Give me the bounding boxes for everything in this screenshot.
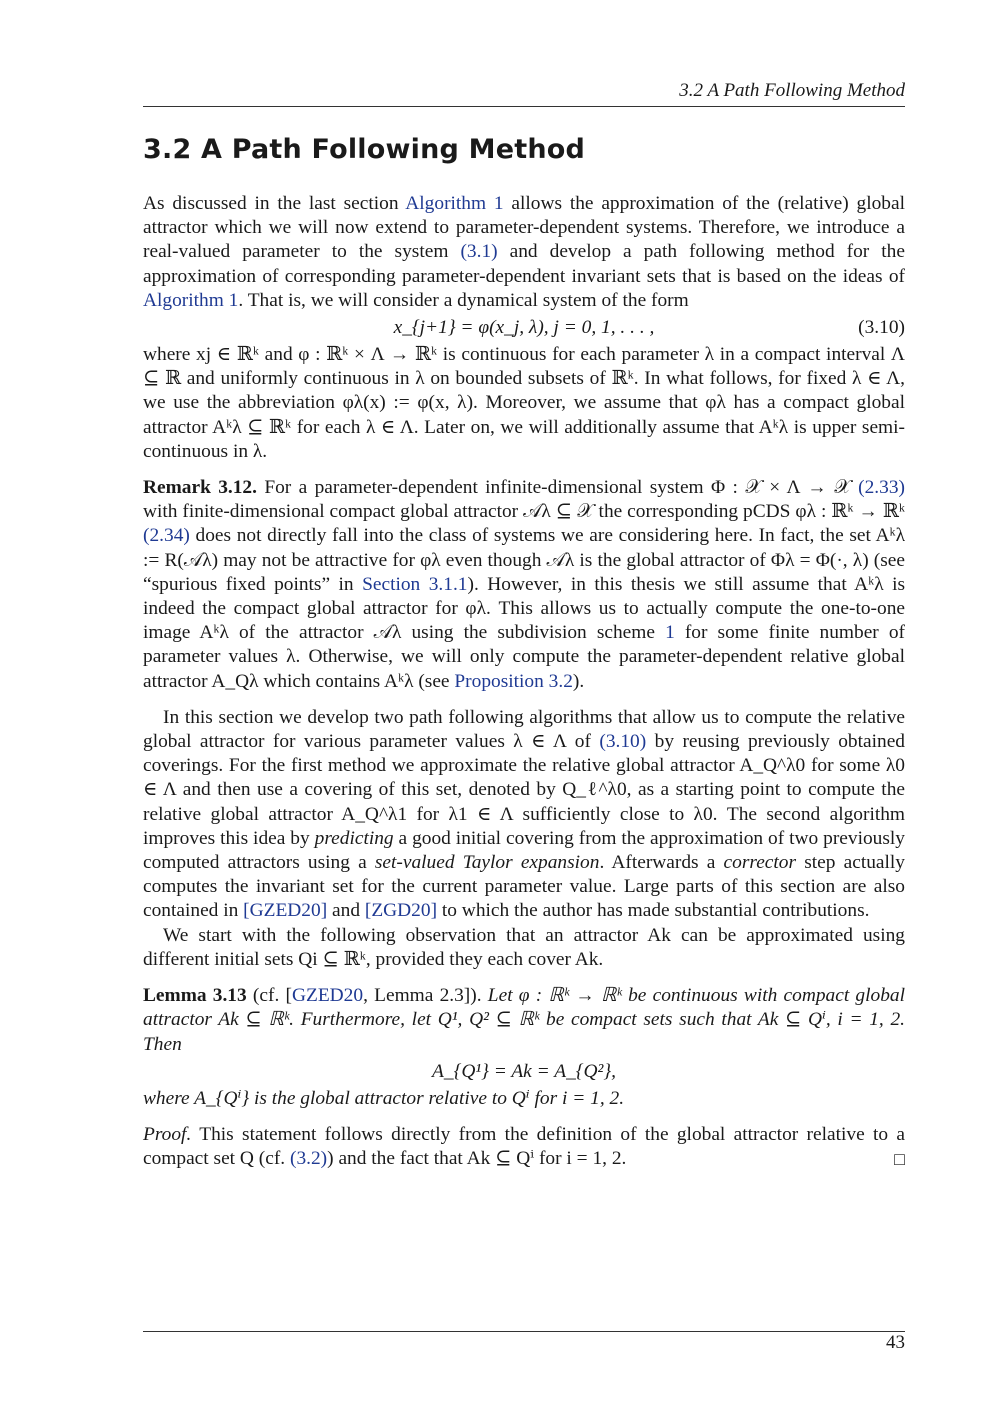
body-text (143, 192, 905, 1171)
remark-label: Remark 3.12. (143, 477, 257, 499)
link-gzed20-lemma[interactable]: GZED20 (291, 985, 364, 1007)
text-run: and develop a path following method for the approximation of corresponding parameter-dependent invariant sets that is based on the ideas of (143, 241, 905, 287)
text-run: ). However, in this thesis we still assume that Aᵏλ is indeed the compact global attractor for φλ. This allows us to actually compute the one-to-one image Aᵏλ of the attractor 𝒜λ using the subdivision scheme (143, 573, 906, 644)
link-eq-3-10[interactable]: (3.10) (599, 731, 647, 753)
text-run: by reusing previously obtained coverings. For the first method we approximate the relative global attractor A_Q^λ0 for some λ0 ∈ Λ and then use a covering of this set, denoted by Q_ℓ^λ0, as a starting point to compute the relative global attractor A_Q^λ1 for λ1 ∈ Λ sufficiently close to λ0. The second algorithm improves this idea by (143, 731, 905, 849)
link-eq-2-33[interactable]: (2.33) (858, 477, 905, 499)
text-run: . Afterwards a (599, 852, 724, 874)
link-gzed20[interactable]: [GZED20] (243, 900, 328, 922)
text-run: for some finite number of parameter values λ. Otherwise, we will only compute the parameter-dependent relative global attractor A_Qλ which contains Aᵏλ (see (143, 622, 905, 692)
proof (143, 1123, 905, 1171)
link-eq-2-34[interactable]: (2.34) (143, 525, 190, 547)
link-eq-3-2[interactable]: (3.2) (289, 1148, 328, 1170)
text-run: For a parameter-dependent infinite-dimensional system Φ : 𝒳 × Λ → 𝒳 (256, 477, 859, 499)
paragraph-methods (143, 706, 905, 924)
paragraph-intro (143, 192, 905, 313)
proof-label: Proof. (143, 1123, 192, 1145)
link-section-3-1-1[interactable]: Section 3.1.1 (362, 573, 468, 595)
qed-symbol: □ (894, 1149, 905, 1170)
page-number: 43 (886, 1332, 905, 1353)
link-algorithm-1b[interactable]: Algorithm 1 (143, 289, 239, 311)
text-run: (cf. [ (246, 985, 292, 1007)
equation-number: (3.10) (858, 317, 905, 339)
text-emphasis: set-valued Taylor expansion (374, 852, 600, 874)
header-rule (143, 106, 905, 107)
text-run: ). (572, 670, 585, 692)
text-run: with finite-dimensional compact global attractor 𝒜λ ⊆ 𝒳 the corresponding pCDS φλ : ℝᵏ → ℝᵏ (143, 501, 905, 523)
footer-rule (143, 1331, 905, 1332)
text-run: allows the approximation of the (relative) global attractor which we will now extend to parameter-dependent systems. Therefore, we introduce a real-valued parameter to the system (143, 193, 905, 263)
text-run: , Lemma 2.3]). (363, 985, 488, 1007)
text-run: step actually computes the invariant set for the current parameter value. Large parts of this section are also contained in (143, 852, 905, 922)
equation-3-10 (143, 313, 905, 343)
text-emphasis: predicting (314, 827, 394, 849)
link-zgd20[interactable]: [ZGD20] (364, 900, 438, 922)
link-scheme-1[interactable]: 1 (665, 622, 675, 644)
paragraph-definitions: where xj ∈ ℝᵏ and φ : ℝᵏ × Λ → ℝᵏ is continuous for each parameter λ in a compact interval Λ ⊆ ℝ and uniformly continuous in λ on bounded subsets of ℝᵏ. In what follows, for fixed λ ∈ Λ, we use the abbreviation φλ(x) := φ(x, λ). Moreover, we assume that φλ has a compact global attractor Aᵏλ ⊆ ℝᵏ for each λ ∈ Λ. Later on, we will additionally assume that Aᵏλ is upper semi-continuous in λ. (143, 344, 905, 462)
section-title: 3.2 A Path Following Method (143, 134, 586, 165)
text-emphasis: corrector (723, 852, 797, 874)
link-algorithm-1[interactable]: Algorithm 1 (405, 193, 504, 214)
lemma-3-13 (143, 984, 905, 1057)
link-proposition-3-2[interactable]: Proposition 3.2 (454, 670, 573, 692)
text-run: This statement follows directly from the definition of the global attractor relative to a compact set Q (cf. (143, 1123, 905, 1170)
text-run: . That is, we will consider a dynamical system of the form (238, 289, 689, 311)
lemma-statement: Let φ : ℝᵏ → ℝᵏ be continuous with compact global attractor Ak ⊆ ℝᵏ. Furthermore, let Q¹, Q² ⊆ ℝᵏ be compact sets such that Ak ⊆ Qⁱ, i = 1, 2. Then (143, 985, 905, 1055)
text-run: a good initial covering from the approximation of two previously computed attractors using a (143, 827, 906, 874)
link-eq-3-1[interactable]: (3.1) (460, 241, 498, 263)
text-run: and (327, 900, 365, 922)
remark-3-12 (143, 476, 905, 694)
lemma-formula: A_{Q¹} = Ak = A_{Q²}, (432, 1060, 616, 1082)
text-run: As discussed in the last section (143, 193, 406, 214)
equation-formula: x_{j+1} = φ(x_j, λ), j = 0, 1, . . . , (393, 317, 655, 339)
text-run: ) and the fact that Ak ⊆ Qⁱ for i = 1, 2. (327, 1148, 627, 1170)
lemma-equation (143, 1057, 905, 1087)
running-header: 3.2 A Path Following Method (679, 80, 905, 101)
lemma-label: Lemma 3.13 (143, 985, 247, 1007)
text-run: to which the author has made substantial contributions. (437, 900, 870, 922)
paragraph-observation: We start with the following observation that an attractor Ak can be approximated using different initial sets Qi ⊆ ℝᵏ, provided they each cover Ak. (143, 924, 905, 970)
lemma-conclusion: where A_{Qⁱ} is the global attractor relative to Qⁱ for i = 1, 2. (143, 1087, 625, 1109)
text-run: does not directly fall into the class of systems we are considering here. In fact, the set Aᵏλ := R(𝒜λ) may not be attractive for φλ even though 𝒜λ is the global attractor of Φλ = Φ(·, λ) (see “spurious fixed points” in (143, 525, 905, 595)
text-run: In this section we develop two path following algorithms that allow us to compute the relative global attractor for various parameter values λ ∈ Λ of (143, 706, 905, 753)
